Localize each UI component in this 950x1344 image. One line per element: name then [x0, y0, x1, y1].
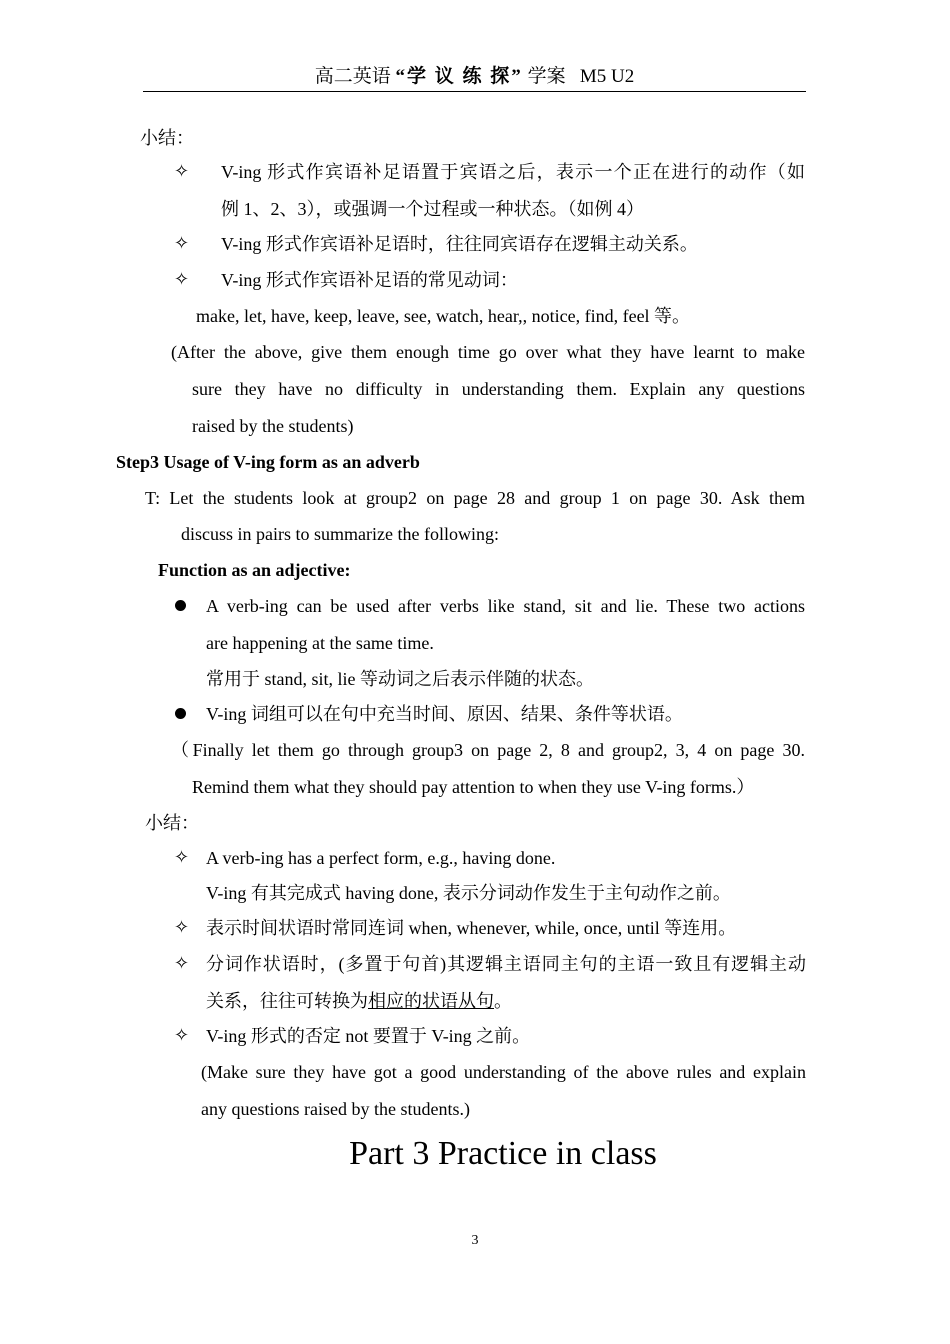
- bullet-dot-icon: [175, 708, 186, 719]
- point2: V-ing 词组可以在句中充当时间、原因、结果、条件等状语。: [206, 704, 683, 724]
- summary1-bullet1-line2: 例 1、2、3），或强调一个过程或一种状态。（如例 4）: [221, 199, 644, 219]
- header-course: 高二英语: [314, 66, 391, 87]
- diamond-bullet-icon: ✧: [174, 953, 190, 974]
- note1-line2: sure they have no difficulty in understanding them. Explain any questions: [192, 379, 805, 399]
- note1-line3: raised by the students): [192, 416, 354, 436]
- summary2-b4: V-ing 形式的否定 not 要置于 V-ing 之前。: [206, 1026, 531, 1046]
- note3-line1: (Make sure they have got a good understanding of the above rules and explain: [201, 1062, 806, 1082]
- diamond-bullet-icon: ✧: [174, 847, 190, 868]
- note3-line2: any questions raised by the students.): [201, 1099, 470, 1119]
- diamond-bullet-icon: ✧: [174, 917, 190, 938]
- point1-line1: A verb-ing can be used after verbs like stand, sit and lie. These two actions: [206, 596, 805, 616]
- diamond-bullet-icon: ✧: [174, 233, 190, 254]
- summary2-b3-line2: [206, 989, 512, 1013]
- page-number: 3: [471, 1233, 479, 1248]
- summary1-bullet1-line1: V-ing 形式作宾语补足语置于宾语之后，表示一个正在进行的动作（如: [221, 162, 805, 182]
- summary1-bullet2: V-ing 形式作宾语补足语时，往往同宾语存在逻辑主动关系。: [221, 234, 698, 254]
- summary1-title: 小结：: [140, 128, 194, 148]
- point1-chinese: 常用于 stand, sit, lie 等动词之后表示伴随的状态。: [206, 669, 594, 689]
- header-type: 学案: [527, 66, 566, 87]
- summary1-bullet3: V-ing 形式作宾语补足语的常见动词：: [221, 270, 518, 290]
- bullet-dot-icon: [175, 600, 186, 611]
- note2-line2: Remind them what they should pay attention to when they use V-ing forms.）: [192, 777, 755, 797]
- note2-line1: （Finally let them go through group3 on page 2, 8 and group2, 3, 4 on page 30.: [171, 740, 805, 760]
- part3-title: Part 3 Practice in class: [349, 1135, 657, 1172]
- step3-teacher-line2: discuss in pairs to summarize the following:: [181, 524, 499, 544]
- summary2-b3-post: 。: [494, 991, 512, 1011]
- summary1-verbs: make, let, have, keep, leave, see, watch, hear,, notice, find, feel 等。: [196, 306, 691, 326]
- summary2-b2: 表示时间状语时常同连词 when, whenever, while, once, until 等连用。: [206, 918, 737, 938]
- summary2-b1-line2: V-ing 有其完成式 having done, 表示分词动作发生于主句动作之前。: [206, 883, 731, 903]
- point1-line2: are happening at the same time.: [206, 633, 434, 653]
- note1-line1: (After the above, give them enough time go over what they have learnt to make: [171, 342, 805, 362]
- diamond-bullet-icon: ✧: [174, 1025, 190, 1046]
- summary2-b3-line1: 分词作状语时，(多置于句首)其逻辑主语同主句的主语一致且有逻辑主动: [206, 954, 806, 974]
- summary2-b3-underlined: 相应的状语从句: [368, 991, 494, 1011]
- summary2-title: 小结：: [145, 813, 199, 833]
- summary2-b1-line1: A verb-ing has a perfect form, e.g., having done.: [206, 848, 556, 868]
- header-highlight: “学 议 练 探”: [395, 66, 523, 87]
- step3-teacher-line1: T: Let the students look at group2 on page 28 and group 1 on page 30. Ask them: [145, 488, 805, 508]
- diamond-bullet-icon: ✧: [174, 269, 190, 290]
- summary2-b3-pre: 关系，往往可转换为: [206, 991, 368, 1011]
- header-unit: M5 U2: [579, 66, 635, 87]
- step3-title: Step3 Usage of V-ing form as an adverb: [116, 452, 420, 472]
- diamond-bullet-icon: ✧: [174, 161, 190, 182]
- function-title: Function as an adjective:: [158, 560, 351, 580]
- page-header: [143, 63, 806, 92]
